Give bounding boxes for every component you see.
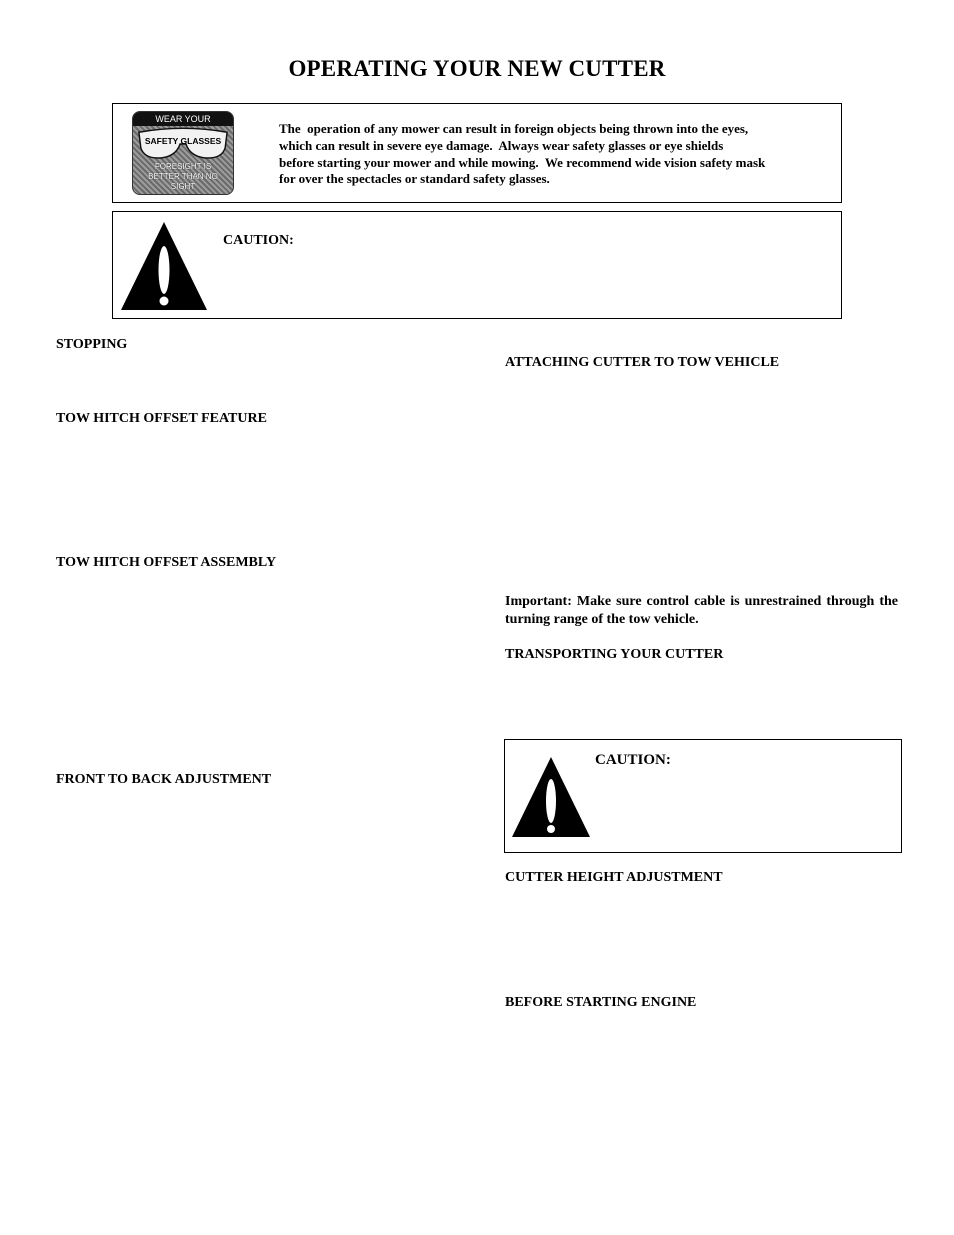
heading-before-starting-engine: BEFORE STARTING ENGINE	[505, 995, 697, 1010]
heading-front-to-back-adjustment: FRONT TO BACK ADJUSTMENT	[56, 772, 272, 787]
safety-notice-line: The operation of any mower can result in foreign objects being thrown into the eyes,	[279, 121, 749, 136]
safety-glasses-badge	[132, 111, 234, 195]
heading-stopping: STOPPING	[56, 337, 128, 352]
warning-triangle-icon	[510, 755, 592, 839]
caution-label-top: CAUTION:	[223, 233, 294, 248]
safety-notice-line: for over the spectacles or standard safety glasses.	[279, 171, 550, 187]
safety-notice-text	[279, 121, 839, 188]
caution-box-top	[112, 211, 842, 319]
caution-label-right: CAUTION:	[595, 752, 671, 768]
safety-notice-line: before starting your mower and while mowing. We recommend wide vision safety mask	[279, 154, 766, 170]
badge-bottom-text: FORESIGHT IS BETTER THAN NO SIGHT	[148, 162, 218, 191]
heading-transporting: TRANSPORTING YOUR CUTTER	[505, 647, 724, 662]
caution-box-right	[504, 739, 902, 853]
badge-middle-text: SAFETY GLASSES	[144, 136, 222, 146]
heading-tow-hitch-offset-assembly: TOW HITCH OFFSET ASSEMBLY	[56, 555, 277, 570]
safety-notice-box	[112, 103, 842, 203]
badge-top-text: WEAR YOUR	[133, 112, 233, 126]
heading-cutter-height-adjustment: CUTTER HEIGHT ADJUSTMENT	[505, 870, 723, 885]
heading-attaching-cutter: ATTACHING CUTTER TO TOW VEHICLE	[505, 355, 780, 370]
important-note: Important: Make sure control cable is unrestrained through the turning range of the tow vehicle.	[505, 594, 898, 627]
page-title: OPERATING YOUR NEW CUTTER	[288, 56, 666, 81]
safety-notice-line: which can result in severe eye damage. Always wear safety glasses or eye shields	[279, 137, 724, 153]
heading-tow-hitch-offset-feature: TOW HITCH OFFSET FEATURE	[56, 411, 267, 426]
warning-triangle-icon	[119, 220, 209, 312]
